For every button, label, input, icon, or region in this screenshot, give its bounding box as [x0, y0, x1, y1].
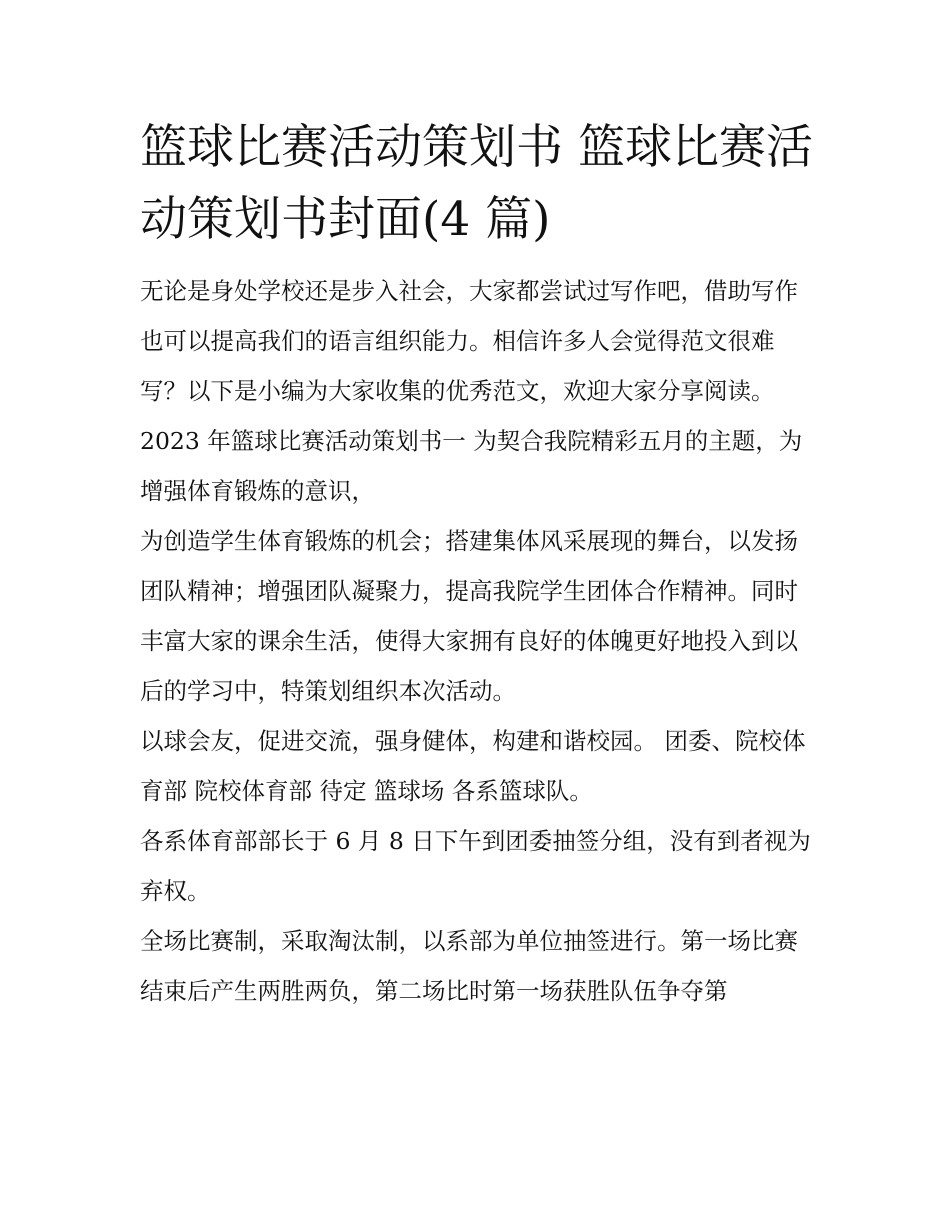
document-page	[140, 112, 820, 1016]
document-title: 篮球比赛活动策划书 篮球比赛活动策划书封面(4 篇)	[140, 120, 813, 247]
rules-paragraph: 全场比赛制，采取淘汰制，以系部为单位抽签进行。第一场比赛结束后产生两胜两负，第二场比时第一场获胜队伍争夺第	[140, 927, 798, 1005]
plan-heading-paragraph: 2023 年篮球比赛活动策划书一 为契合我院精彩五月的主题，为增强体育锻炼的意识，	[140, 427, 803, 505]
draw-paragraph: 各系体育部部长于 6 月 8 日下午到团委抽签分组，没有到者视为弃权。	[140, 827, 811, 905]
purpose-paragraph: 为创造学生体育锻炼的机会；搭建集体风采展现的舞台，以发扬团队精神；增强团队凝聚力，提高我院学生团体合作精神。同时丰富大家的课余生活，使得大家拥有良好的体魄更好地投入到以后的学习中，特策划组织本次活动。	[140, 527, 798, 705]
theme-paragraph: 以球会友，促进交流，强身健体，构建和谐校园。 团委、院校体育部 院校体育部 待定 篮球场 各系篮球队。	[140, 727, 806, 805]
intro-paragraph: 无论是身处学校还是步入社会，大家都尝试过写作吧，借助写作也可以提高我们的语言组织能力。相信许多人会觉得范文很难写？以下是小编为大家收集的优秀范文，欢迎大家分享阅读。	[140, 277, 798, 405]
